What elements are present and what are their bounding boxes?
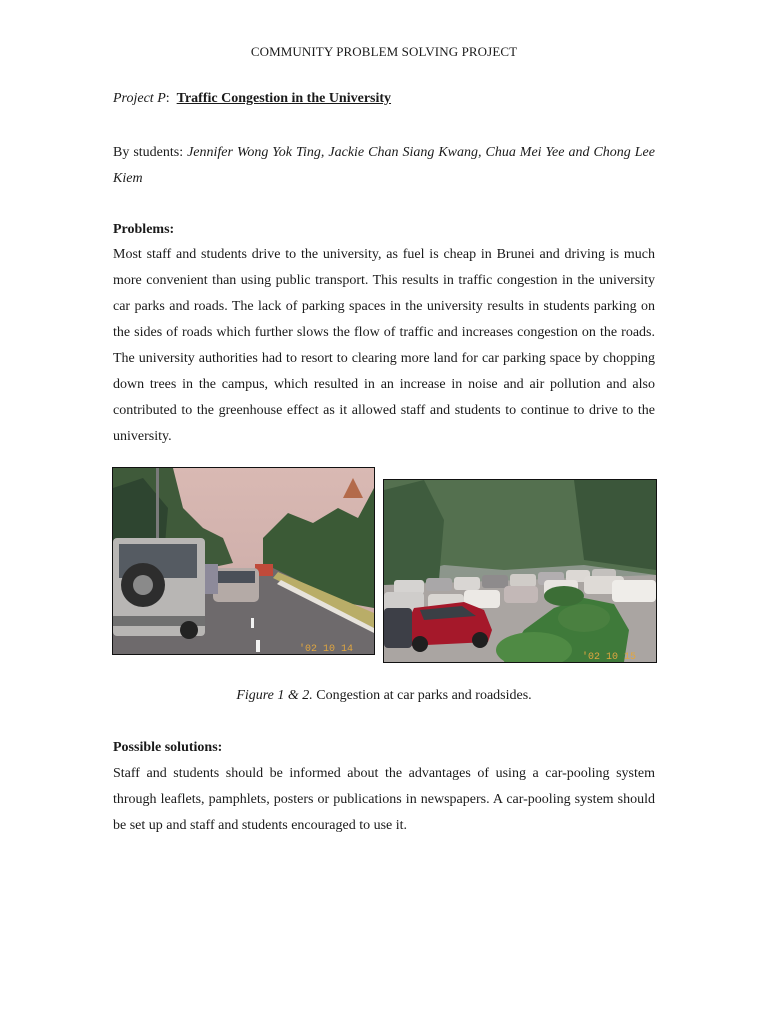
problems-heading: Problems: bbox=[113, 222, 175, 237]
figure-1-photo bbox=[112, 467, 375, 655]
authors-prefix: By students: bbox=[113, 145, 184, 160]
roadside-photo-image bbox=[113, 468, 374, 654]
figure-2-photo bbox=[383, 479, 657, 663]
solutions-paragraph: Staff and students should be informed about the advantages of using a car-pooling system through leaflets, pamphlets, posters or publications in newspapers. A car-pooling system should be set up and staff and students encouraged to use it. bbox=[113, 766, 655, 833]
page-title: COMMUNITY PROBLEM SOLVING PROJECT bbox=[250, 44, 518, 59]
project-label: Project P bbox=[113, 91, 166, 106]
photo-2-date-stamp: '02 10 15 bbox=[582, 652, 637, 662]
project-colon: : bbox=[165, 91, 170, 106]
solutions-heading: Possible solutions: bbox=[113, 740, 223, 755]
authors-line bbox=[113, 140, 655, 192]
project-line bbox=[113, 91, 391, 107]
figure-caption-label: Figure 1 & 2. bbox=[236, 688, 313, 703]
carpark-photo-image bbox=[384, 480, 656, 662]
figure-caption-text: Congestion at car parks and roadsides. bbox=[316, 688, 532, 703]
authors-names: Jennifer Wong Yok Ting, Jackie Chan Siang Kwang, Chua Mei Yee and Chong Lee Kiem bbox=[113, 145, 655, 186]
figure-caption bbox=[0, 688, 768, 704]
problems-paragraph: Most staff and students drive to the university, as fuel is cheap in Brunei and driving is much more convenient than using public transport. This results in traffic congestion in the university car parks and roads. The lack of parking spaces in the university results in students parking on the sides of roads which further slows the flow of traffic and increases congestion on the roads. The university authorities had to resort to clearing more land for car parking space by chopping down trees in the campus, which resulted in an increase in noise and air pollution and also contributed to the greenhouse effect as it allowed staff and students to continue to drive to the university. bbox=[113, 247, 655, 444]
project-name: Traffic Congestion in the University bbox=[176, 91, 392, 106]
photo-1-date-stamp: '02 10 14 bbox=[299, 644, 354, 654]
